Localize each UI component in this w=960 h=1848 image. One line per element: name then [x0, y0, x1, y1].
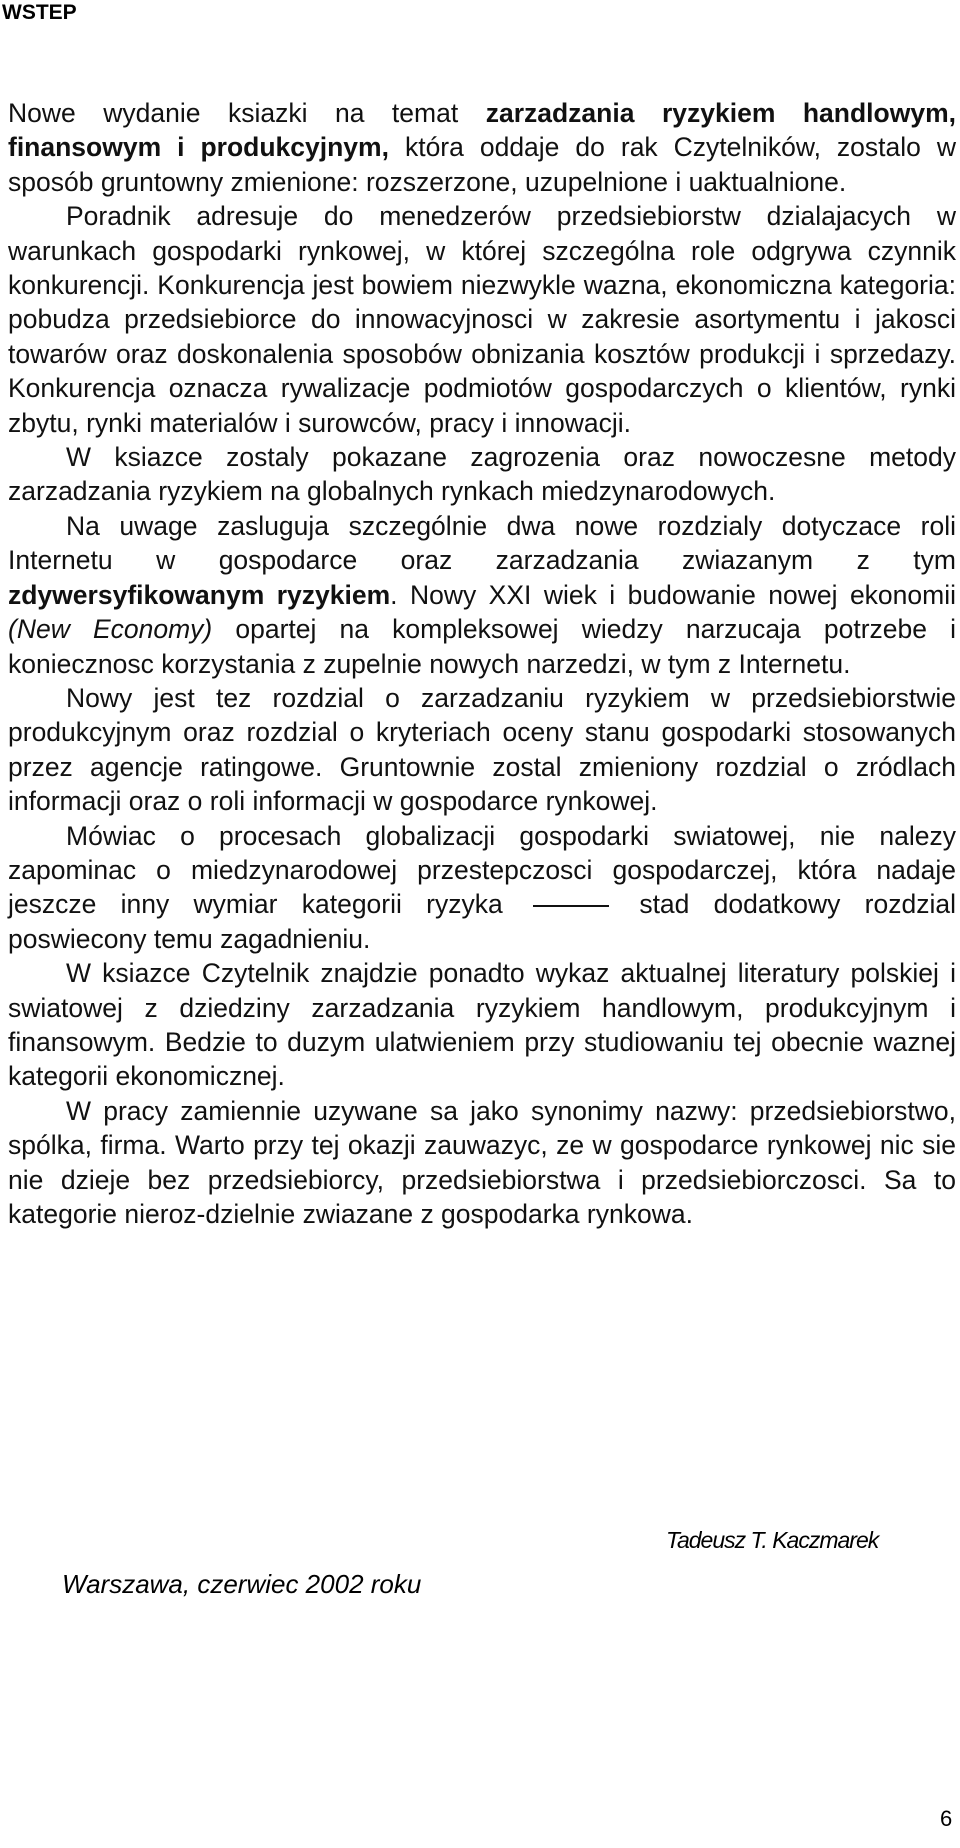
paragraph-5: Nowy jest tez rozdzial o zarzadzaniu ryzykiem w przedsiebiorstwie produkcyjnym oraz rozdzial o kryteriach oceny stanu gospodarki stosowanych przez agencje ratingowe. Gruntownie zostal zmieniony rozdzial o zródlach informacji oraz o roli informacji w gospodarce rynkowej. [8, 682, 956, 817]
paragraph-4 [8, 509, 956, 681]
body-text [8, 96, 956, 1231]
paragraph-6 [8, 819, 956, 957]
em-dash [533, 905, 609, 907]
paragraph-7: W ksiazce Czytelnik znajdzie ponadto wykaz aktualnej literatury polskiej i swiatowej z dziedziny zarzadzania ryzykiem handlowym, produkcyjnym i finansowym. Bedzie to duzym ulatwieniem przy studiowaniu tej obecnie waznej kategorii ekonomicznej. [8, 958, 956, 1092]
p4-lead: Na uwage zasluguja szczególnie dwa nowe rozdzialy dotyczace roli Internetu w gospodarce oraz zarzadzania zwiazanym z tym [8, 510, 956, 576]
paragraph-1 [8, 96, 956, 199]
p4-tail: opartej na kompleksowej wiedzy narzucaja potrzebe i koniecznosc korzystania z zupelnie nowych narzedzi, w tym z Internetu. [8, 614, 956, 679]
p4-italic-term: (New Economy) [8, 614, 213, 645]
page-number: 6 [940, 1806, 953, 1831]
paragraph-2: Poradnik adresuje do menedzerów przedsiebiorstw dzialajacych w warunkach gospodarki rynkowej, w której szczególna role odgrywa czynnik konkurencji. Konkurencja jest bowiem niezwykle wazna, ekonomiczna kategoria: pobudza przedsiebiorce do innowacyjnosci w zakresie asortymentu i jakosci towarów oraz doskonalenia sposobów obnizania kosztów produkcji i sprzedazy. Konkurencja oznacza rywalizacje podmiotów gospodarczych o klientów, rynki zbytu, rynki materialów i surowców, pracy i innowacji. [8, 201, 956, 438]
p4-bold-term: zdywersyfikowanym ryzykiem [8, 579, 391, 610]
p1-tail: która oddaje do rak Czytelników, zostalo w sposób gruntowny zmienione: rozszerzone, uzupelnione i uaktualnione. [8, 132, 957, 197]
p6-lead: Mówiac o procesach globalizacji gospodarki swiatowej, nie nalezy zapominac o miedzynarodowej przestepczosci gospodarczej, która nadaje jeszcze inny wymiar kategorii ryzyka [8, 820, 956, 920]
p1-lead: Nowe wydanie ksiazki na temat [8, 98, 486, 128]
author-signature: Tadeusz T. Kaczmarek [666, 1527, 879, 1553]
place-date: Warszawa, czerwiec 2002 roku [62, 1569, 422, 1599]
p1-bold-topic: zarzadzania ryzykiem handlowym, finansowym i produkcyjnym, [8, 98, 957, 163]
paragraph-3: W ksiazce zostaly pokazane zagrozenia oraz nowoczesne metody zarzadzania ryzykiem na globalnych rynkach miedzynarodowych. [8, 442, 956, 507]
paragraph-8: W pracy zamiennie uzywane sa jako synonimy nazwy: przedsiebiorstwo, spólka, firma. Warto przy tej okazji zauwazyc, ze w gospodarce rynkowej nic sie nie dzieje bez przedsiebiorcy, przedsiebiorstwa i przedsiebiorczosci. Sa to kategorie nieroz-dzielnie zwiazane z gospodarka rynkowa. [8, 1095, 956, 1229]
p4-mid: . Nowy XXI wiek i budowanie nowej ekonomii [390, 579, 956, 610]
section-heading: WSTEP [2, 1, 77, 24]
p6-tail: stad dodatkowy rozdzial poswiecony temu zagadnieniu. [8, 889, 956, 954]
